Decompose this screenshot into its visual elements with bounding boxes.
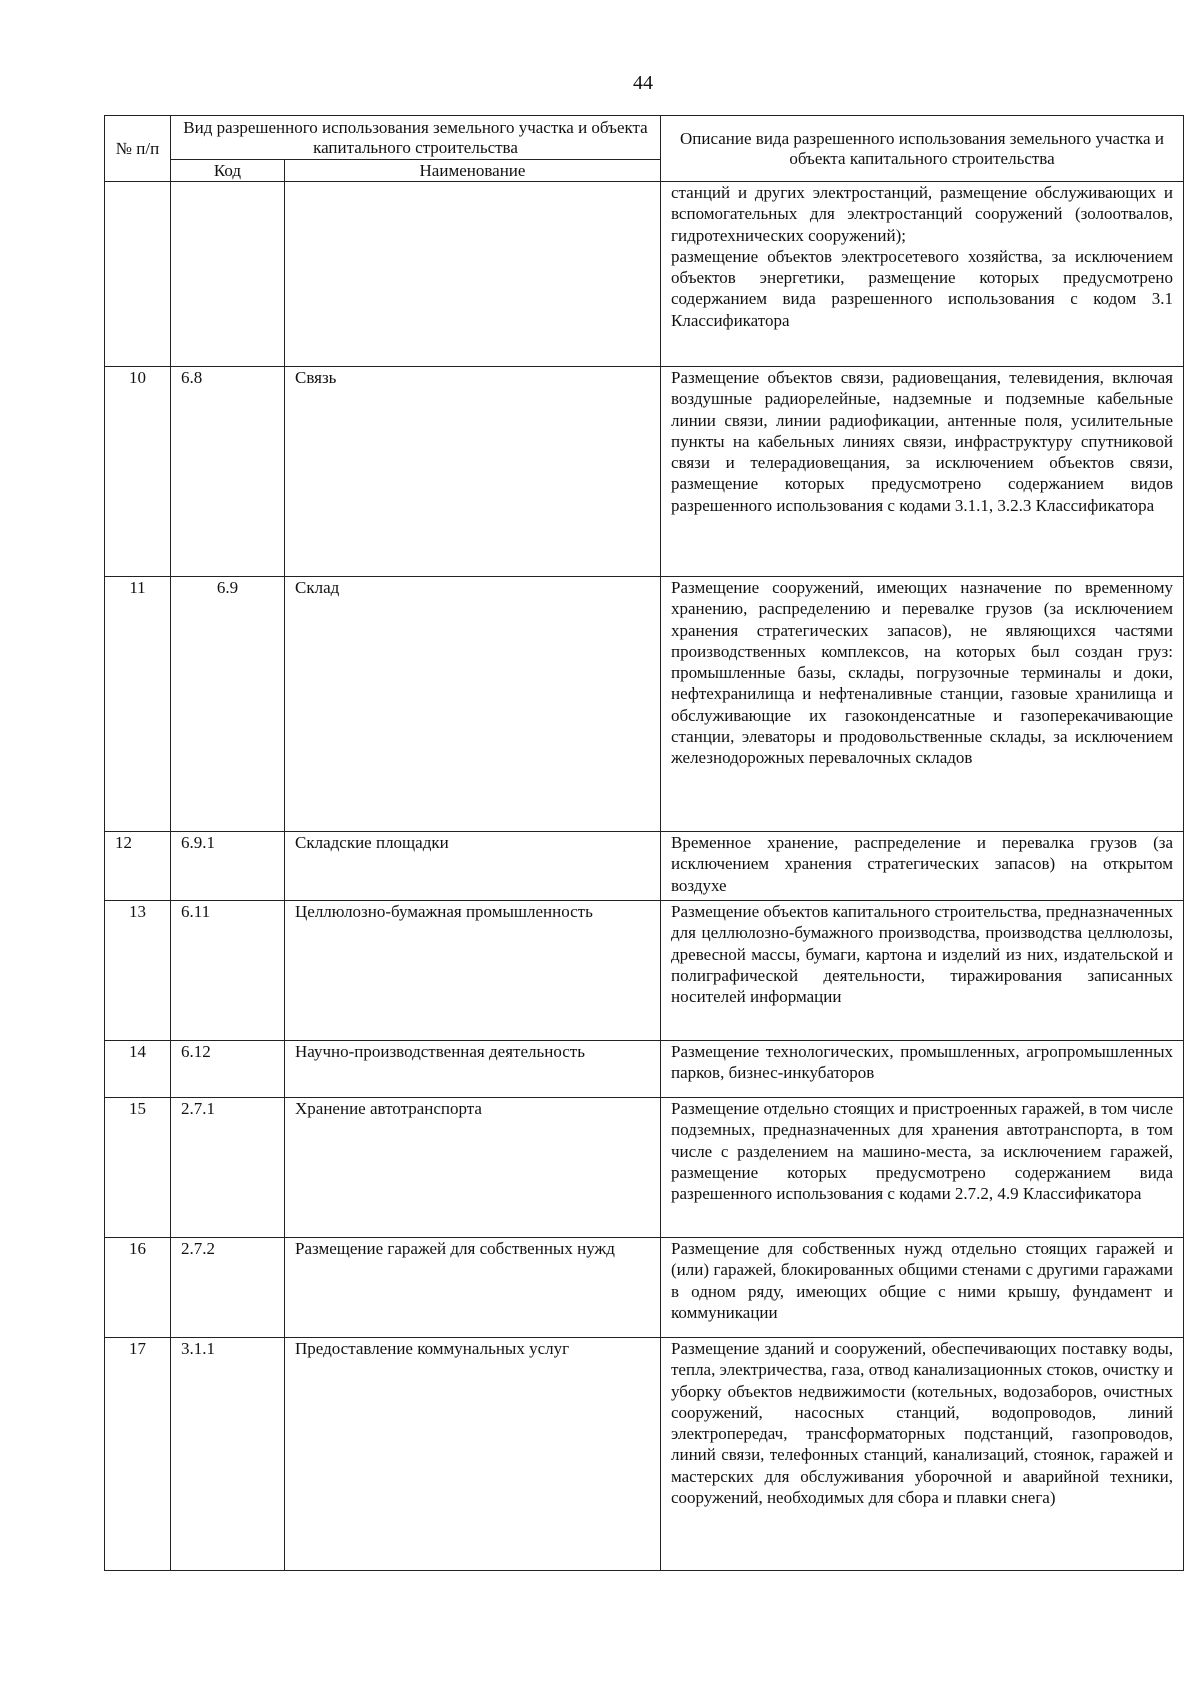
page-number: 44 [633, 72, 653, 94]
cell-code: 6.8 [171, 367, 285, 577]
table-header [105, 116, 1184, 182]
cell-name: Хранение автотранспорта [285, 1098, 661, 1238]
cell-description: Размещение сооружений, имеющих назначение по временному хранению, распределению и перевалке грузов (за исключением хранения стратегических запасов), не являющихся частями производственных комплексов, на которых был создан груз: промышленные базы, склады, погрузочные терминалы и доки, нефтехранилища и нефтеналивные станции, газовые хранилища и обслуживающие их газоконденсатные и газоперекачивающие станции, элеваторы и продовольственные склады, за исключением железнодорожных перевалочных складов [661, 577, 1184, 832]
cell-num: 17 [105, 1338, 171, 1571]
header-code: Код [171, 160, 285, 182]
cell-num: 15 [105, 1098, 171, 1238]
cell-num: 12 [105, 832, 171, 901]
cell-num: 11 [105, 577, 171, 832]
header-num: № п/п [105, 116, 171, 182]
cell-description: Размещение отдельно стоящих и пристроенных гаражей, в том числе подземных, предназначенных для хранения автотранспорта, в том числе с разделением на машино-места, за исключением гаражей, размещение которых предусмотрено содержанием вида разрешенного использования с кодами 2.7.2, 4.9 Классификатора [661, 1098, 1184, 1238]
cell-description: Размещение зданий и сооружений, обеспечивающих поставку воды, тепла, электричества, газа, отвод канализационных стоков, очистку и уборку объектов недвижимости (котельных, водозаборов, очистных сооружений, насосных станций, водопроводов, линий электропередач, трансформаторных подстанций, газопроводов, линий связи, телефонных станций, канализаций, стоянок, гаражей и мастерских для обслуживания уборочной и аварийной техники, сооружений, необходимых для сбора и плавки снега) [661, 1338, 1184, 1571]
land-use-table [104, 115, 1184, 1571]
header-name: Наименование [285, 160, 661, 182]
table-row [105, 1098, 1184, 1238]
cell-code: 6.12 [171, 1041, 285, 1098]
table-row [105, 577, 1184, 832]
cell-num [105, 182, 171, 367]
cell-code: 2.7.1 [171, 1098, 285, 1238]
table-row-continuation [105, 182, 1184, 367]
table-row [105, 1238, 1184, 1338]
cell-name: Научно-производственная деятельность [285, 1041, 661, 1098]
cell-name: Склад [285, 577, 661, 832]
cell-description: Размещение технологических, промышленных, агропромышленных парков, бизнес-инкубаторов [661, 1041, 1184, 1098]
cell-code: 6.11 [171, 901, 285, 1041]
cell-description: Размещение объектов капитального строительства, предназначенных для целлюлозно-бумажного производства, производства целлюлозы, древесной массы, бумаги, картона и изделий из них, издательской и полиграфической деятельности, тиражирования записанных носителей информации [661, 901, 1184, 1041]
cell-name [285, 182, 661, 367]
cell-num: 14 [105, 1041, 171, 1098]
cell-code: 6.9 [171, 577, 285, 832]
table-row [105, 367, 1184, 577]
table-row [105, 832, 1184, 901]
cell-name: Складские площадки [285, 832, 661, 901]
cell-name: Предоставление коммунальных услуг [285, 1338, 661, 1571]
cell-description: Размещение для собственных нужд отдельно стоящих гаражей и (или) гаражей, блокированных общими стенами с другими гаражами в одном ряду, имеющих общие с ними крышу, фундамент и коммуникации [661, 1238, 1184, 1338]
table-row [105, 901, 1184, 1041]
cell-num: 10 [105, 367, 171, 577]
cell-description [661, 182, 1184, 367]
cell-code: 6.9.1 [171, 832, 285, 901]
cell-code [171, 182, 285, 367]
description-paragraph: размещение объектов электросетевого хозяйства, за исключением объектов энергетики, размещение которых предусмотрено содержанием вида разрешенного использования с кодом 3.1 Классификатора [671, 246, 1173, 330]
cell-description: Размещение объектов связи, радиовещания, телевидения, включая воздушные радиорелейные, надземные и подземные кабельные линии связи, линии радиофикации, антенные поля, усилительные пункты на кабельных линиях связи, инфраструктуру спутниковой связи и телерадиовещания, за исключением объектов связи, размещение которых предусмотрено содержанием видов разрешенного использования с кодами 3.1.1, 3.2.3 Классификатора [661, 367, 1184, 577]
description-paragraph: станций и других электростанций, размещение обслуживающих и вспомогательных для электростанций сооружений (золоотвалов, гидротехнических сооружений); [671, 183, 1173, 245]
cell-num: 13 [105, 901, 171, 1041]
cell-description: Временное хранение, распределение и перевалка грузов (за исключением хранения стратегических запасов) на открытом воздухе [661, 832, 1184, 901]
cell-code: 3.1.1 [171, 1338, 285, 1571]
cell-num: 16 [105, 1238, 171, 1338]
table-row [105, 1041, 1184, 1098]
header-description: Описание вида разрешенного использования земельного участка и объекта капитального строительства [661, 116, 1184, 182]
cell-code: 2.7.2 [171, 1238, 285, 1338]
cell-name: Размещение гаражей для собственных нужд [285, 1238, 661, 1338]
cell-name: Целлюлозно-бумажная промышленность [285, 901, 661, 1041]
header-group: Вид разрешенного использования земельного участка и объекта капитального строительства [171, 116, 661, 160]
cell-name: Связь [285, 367, 661, 577]
table-row [105, 1338, 1184, 1571]
